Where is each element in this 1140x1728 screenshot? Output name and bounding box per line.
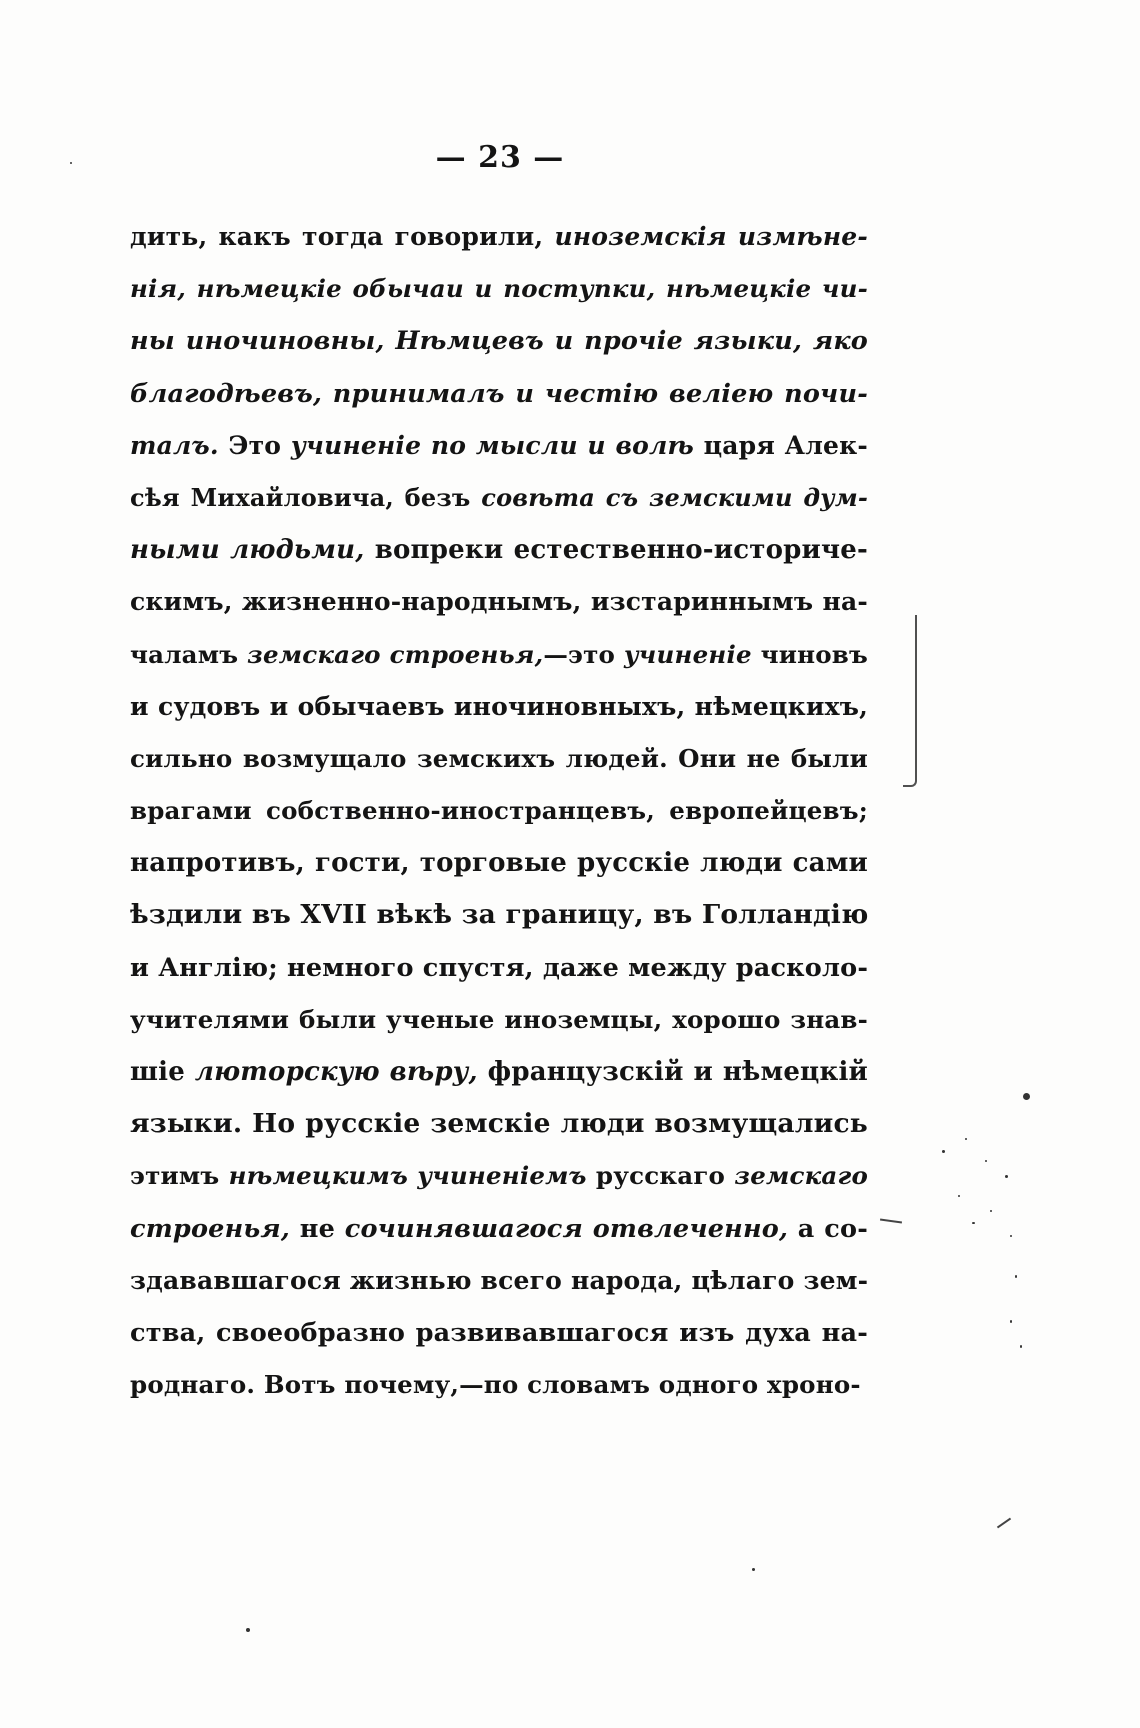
margin-speck (752, 1568, 755, 1571)
text-line (130, 1203, 868, 1255)
italic-text-segment: благодѣевъ, принималъ и честію веліею почи- (130, 378, 868, 409)
margin-dash-mark (997, 1518, 1011, 1529)
margin-speck (972, 1222, 975, 1224)
margin-speck (246, 1628, 250, 1632)
text-line (130, 1359, 868, 1411)
text-segment: здававшагося жизнью всего народа, цѣлаго зем- (130, 1265, 869, 1295)
text-segment: шіе (130, 1057, 195, 1087)
text-line (130, 420, 868, 472)
margin-speck (985, 1160, 987, 1162)
italic-text-segment: ны иночиновны, Нѣмцевъ и прочіе языки, яко (130, 326, 868, 357)
margin-speck (942, 1150, 945, 1153)
text-segment: роднаго. Вотъ почему,—по словамъ одного хроно- (130, 1370, 861, 1400)
italic-text-segment: иноземскія измѣне- (554, 222, 868, 251)
text-segment: скимъ, жизненно-народнымъ, изстариннымъ на- (130, 587, 868, 617)
text-segment: русскаго (586, 1161, 735, 1191)
margin-speck (1005, 1175, 1008, 1178)
text-line (130, 524, 868, 576)
margin-speck (965, 1138, 967, 1140)
italic-text-segment: совѣта съ земскими дум- (481, 482, 868, 512)
text-line (130, 785, 868, 837)
text-line (130, 681, 868, 733)
text-line (130, 315, 868, 367)
text-line (130, 1255, 868, 1307)
text-line (130, 1150, 868, 1202)
margin-speck (1023, 1093, 1030, 1100)
margin-speck (1020, 1345, 1022, 1348)
text-segment: этимъ (130, 1161, 229, 1191)
text-segment: чиновъ (751, 639, 869, 669)
italic-text-segment: ными людьми, (130, 535, 365, 566)
text-segment: чаламъ (130, 639, 248, 669)
text-line (130, 472, 868, 524)
text-line (130, 211, 868, 263)
text-line (130, 263, 868, 315)
text-line (130, 629, 868, 681)
text-segment: царя Алек- (693, 430, 868, 460)
page-number: — 23 — (435, 140, 565, 175)
text-segment: ства, своеобразно развивавшагося изъ духа на- (130, 1317, 868, 1348)
text-segment: а со- (788, 1213, 868, 1244)
text-line (130, 1307, 868, 1359)
margin-speck (1010, 1235, 1012, 1237)
margin-bracket-mark (903, 615, 917, 787)
text-segment: —это (543, 639, 624, 669)
text-line (130, 942, 868, 994)
text-segment: дить, какъ тогда говорили, (130, 222, 555, 251)
italic-text-segment: земскаго (734, 1161, 868, 1191)
text-line (130, 576, 868, 628)
text-segment: вопреки естественно-историче- (364, 535, 868, 566)
text-segment: и Англію; немного спустя, даже между расколо- (130, 952, 869, 983)
text-line (130, 1046, 868, 1098)
italic-text-segment: учиненіе по мысли и волѣ (290, 430, 694, 460)
margin-speck (990, 1210, 992, 1212)
text-segment: напротивъ, гости, торговые русскіе люди сами (130, 848, 868, 879)
italic-text-segment: строенья, (130, 1213, 290, 1244)
text-segment: учителями были ученые иноземцы, хорошо знав- (130, 1004, 868, 1034)
margin-speck (1015, 1275, 1017, 1278)
margin-speck (958, 1195, 960, 1197)
text-segment: не (289, 1213, 345, 1244)
margin-speck (70, 162, 72, 164)
text-line (130, 368, 868, 420)
italic-text-segment: нѣмецкимъ учиненіемъ (228, 1161, 587, 1191)
italic-text-segment: нія, нѣмецкіе обычаи и поступки, нѣмецкіе чи- (130, 274, 868, 304)
text-segment: Это (218, 430, 291, 460)
text-segment: французскій и нѣмецкій (477, 1057, 869, 1087)
text-line (130, 733, 868, 785)
body-text (130, 211, 868, 1411)
margin-speck (1010, 1320, 1012, 1323)
italic-text-segment: земскаго строенья, (247, 639, 544, 669)
italic-text-segment: сочинявшагося отвлеченно, (344, 1213, 789, 1244)
text-line (130, 889, 868, 941)
text-segment: сѣя Михайловича, безъ (130, 482, 482, 512)
italic-text-segment: люторскую вѣру, (194, 1057, 478, 1087)
margin-dash-mark (880, 1218, 902, 1223)
text-segment: и судовъ и обычаевъ иночиновныхъ, нѣмецкихъ, (130, 691, 868, 721)
text-segment: языки. Но русскіе земскіе люди возмущались (130, 1108, 868, 1140)
text-line (130, 837, 868, 889)
italic-text-segment: талъ. (130, 430, 219, 460)
text-segment: ѣздили въ XVII вѣкѣ за границу, въ Голландію (130, 899, 869, 931)
text-line (130, 994, 868, 1046)
text-line (130, 1098, 868, 1150)
text-segment: врагами собственно-иностранцевъ, европейцевъ; (130, 796, 868, 826)
italic-text-segment: учиненіе (623, 639, 752, 669)
text-segment: сильно возмущало земскихъ людей. Они не были (130, 743, 868, 773)
